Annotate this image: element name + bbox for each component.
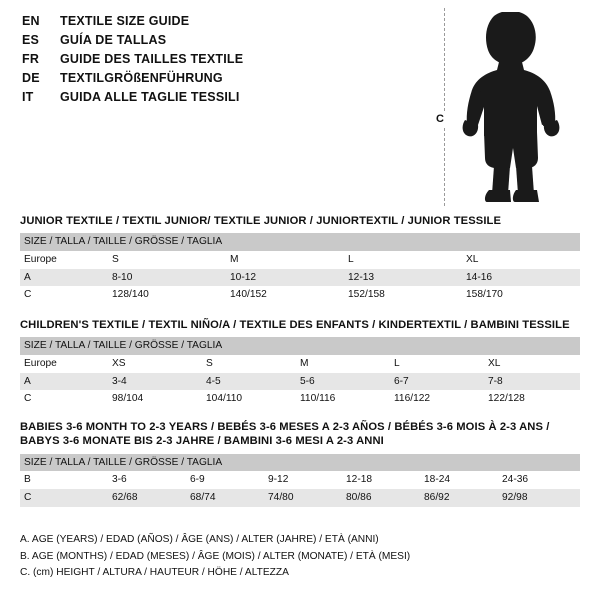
cell: 152/158 xyxy=(344,286,462,304)
table-row xyxy=(20,251,580,269)
table-row xyxy=(20,373,580,391)
cell: 3-4 xyxy=(108,373,202,391)
cell: 140/152 xyxy=(226,286,344,304)
measure-label: C xyxy=(436,113,444,125)
size-table-children xyxy=(20,337,580,408)
table-row xyxy=(20,471,580,489)
cell: 86/92 xyxy=(420,489,498,507)
cell: 8-10 xyxy=(108,269,226,287)
cell: 104/110 xyxy=(202,390,296,408)
size-table-junior xyxy=(20,233,580,304)
cell: 116/122 xyxy=(390,390,484,408)
section-junior-textile xyxy=(20,214,580,304)
language-title-block xyxy=(22,14,442,109)
language-title: GUIDE DES TAILLES TEXTILE xyxy=(60,52,244,66)
toddler-silhouette-icon xyxy=(458,12,568,209)
table-row xyxy=(20,286,580,304)
language-title: GUÍA DE TALLAS xyxy=(60,33,167,47)
cell: 10-12 xyxy=(226,269,344,287)
cell: XL xyxy=(462,251,580,269)
cell: 14-16 xyxy=(462,269,580,287)
cell: 6-9 xyxy=(186,471,264,489)
cell: 4-5 xyxy=(202,373,296,391)
row-label: A xyxy=(20,373,108,391)
size-band-label: SIZE / TALLA / TAILLE / GRÖSSE / TAGLIA xyxy=(20,454,580,472)
language-title: TEXTILGRÖßENFÜHRUNG xyxy=(60,71,223,85)
cell: XL xyxy=(484,355,580,373)
table-band-row xyxy=(20,337,580,355)
cell: 74/80 xyxy=(264,489,342,507)
table-band-row xyxy=(20,233,580,251)
cell: 5-6 xyxy=(296,373,390,391)
cell: XS xyxy=(108,355,202,373)
table-row xyxy=(20,355,580,373)
size-band-label: SIZE / TALLA / TAILLE / GRÖSSE / TAGLIA xyxy=(20,337,580,355)
cell: 24-36 xyxy=(498,471,580,489)
row-label: Europe xyxy=(20,355,108,373)
cell: 98/104 xyxy=(108,390,202,408)
language-title: GUIDA ALLE TAGLIE TESSILI xyxy=(60,90,240,104)
section-childrens-textile xyxy=(20,318,580,408)
cell: 80/86 xyxy=(342,489,420,507)
cell: 12-18 xyxy=(342,471,420,489)
table-row xyxy=(20,489,580,507)
language-code: DE xyxy=(22,71,40,85)
row-label: B xyxy=(20,471,108,489)
section-babies-textile xyxy=(20,420,580,507)
language-code: FR xyxy=(22,52,40,66)
measure-dashed-line xyxy=(444,8,445,206)
cell: M xyxy=(296,355,390,373)
row-label: C xyxy=(20,489,108,507)
language-row xyxy=(22,52,442,71)
cell: 128/140 xyxy=(108,286,226,304)
cell: 68/74 xyxy=(186,489,264,507)
cell: 122/128 xyxy=(484,390,580,408)
table-row xyxy=(20,269,580,287)
language-row xyxy=(22,14,442,33)
cell: S xyxy=(108,251,226,269)
language-title: TEXTILE SIZE GUIDE xyxy=(60,14,190,28)
language-code: ES xyxy=(22,33,40,47)
language-row xyxy=(22,71,442,90)
height-measure-figure xyxy=(432,8,582,208)
cell: S xyxy=(202,355,296,373)
row-label: Europe xyxy=(20,251,108,269)
language-row xyxy=(22,33,442,52)
language-code: EN xyxy=(22,14,40,28)
row-label: C xyxy=(20,286,108,304)
language-code: IT xyxy=(22,90,34,104)
table-row xyxy=(20,390,580,408)
legend-block xyxy=(20,532,580,582)
cell: 3-6 xyxy=(108,471,186,489)
cell: 92/98 xyxy=(498,489,580,507)
cell: 110/116 xyxy=(296,390,390,408)
language-row xyxy=(22,90,442,109)
legend-line-c: C. (cm) HEIGHT / ALTURA / HAUTEUR / HÖHE / ALTEZZA xyxy=(20,567,289,579)
row-label: C xyxy=(20,390,108,408)
cell: 6-7 xyxy=(390,373,484,391)
cell: 158/170 xyxy=(462,286,580,304)
section-title: BABIES 3-6 MONTH TO 2-3 YEARS / BEBÉS 3-6 MESES A 2-3 AÑOS / BÉBÉS 3-6 MOIS À 2-3 ANS / BABYS 3-6 MONATE BIS 2-3 JAHRE / BAMBINI 3-6 MESI A 2-3 ANNI xyxy=(20,421,550,448)
legend-line-b: B. AGE (MONTHS) / EDAD (MESES) / ÂGE (MOIS) / ALTER (MONATE) / ETÀ (MESI) xyxy=(20,550,411,562)
cell: L xyxy=(344,251,462,269)
cell: 18-24 xyxy=(420,471,498,489)
table-band-row xyxy=(20,454,580,472)
cell: M xyxy=(226,251,344,269)
section-title: CHILDREN'S TEXTILE / TEXTIL NIÑO/A / TEXTILE DES ENFANTS / KINDERTEXTIL / BAMBINI TESSILE xyxy=(20,319,570,331)
section-title: JUNIOR TEXTILE / TEXTIL JUNIOR/ TEXTILE JUNIOR / JUNIORTEXTIL / JUNIOR TESSILE xyxy=(20,215,502,227)
legend-line-a: A. AGE (YEARS) / EDAD (AÑOS) / ÂGE (ANS) / ALTER (JAHRE) / ETÀ (ANNI) xyxy=(20,534,379,546)
cell: L xyxy=(390,355,484,373)
cell: 7-8 xyxy=(484,373,580,391)
row-label: A xyxy=(20,269,108,287)
cell: 12-13 xyxy=(344,269,462,287)
size-band-label: SIZE / TALLA / TAILLE / GRÖSSE / TAGLIA xyxy=(20,233,580,251)
size-table-babies xyxy=(20,454,580,507)
cell: 9-12 xyxy=(264,471,342,489)
cell: 62/68 xyxy=(108,489,186,507)
